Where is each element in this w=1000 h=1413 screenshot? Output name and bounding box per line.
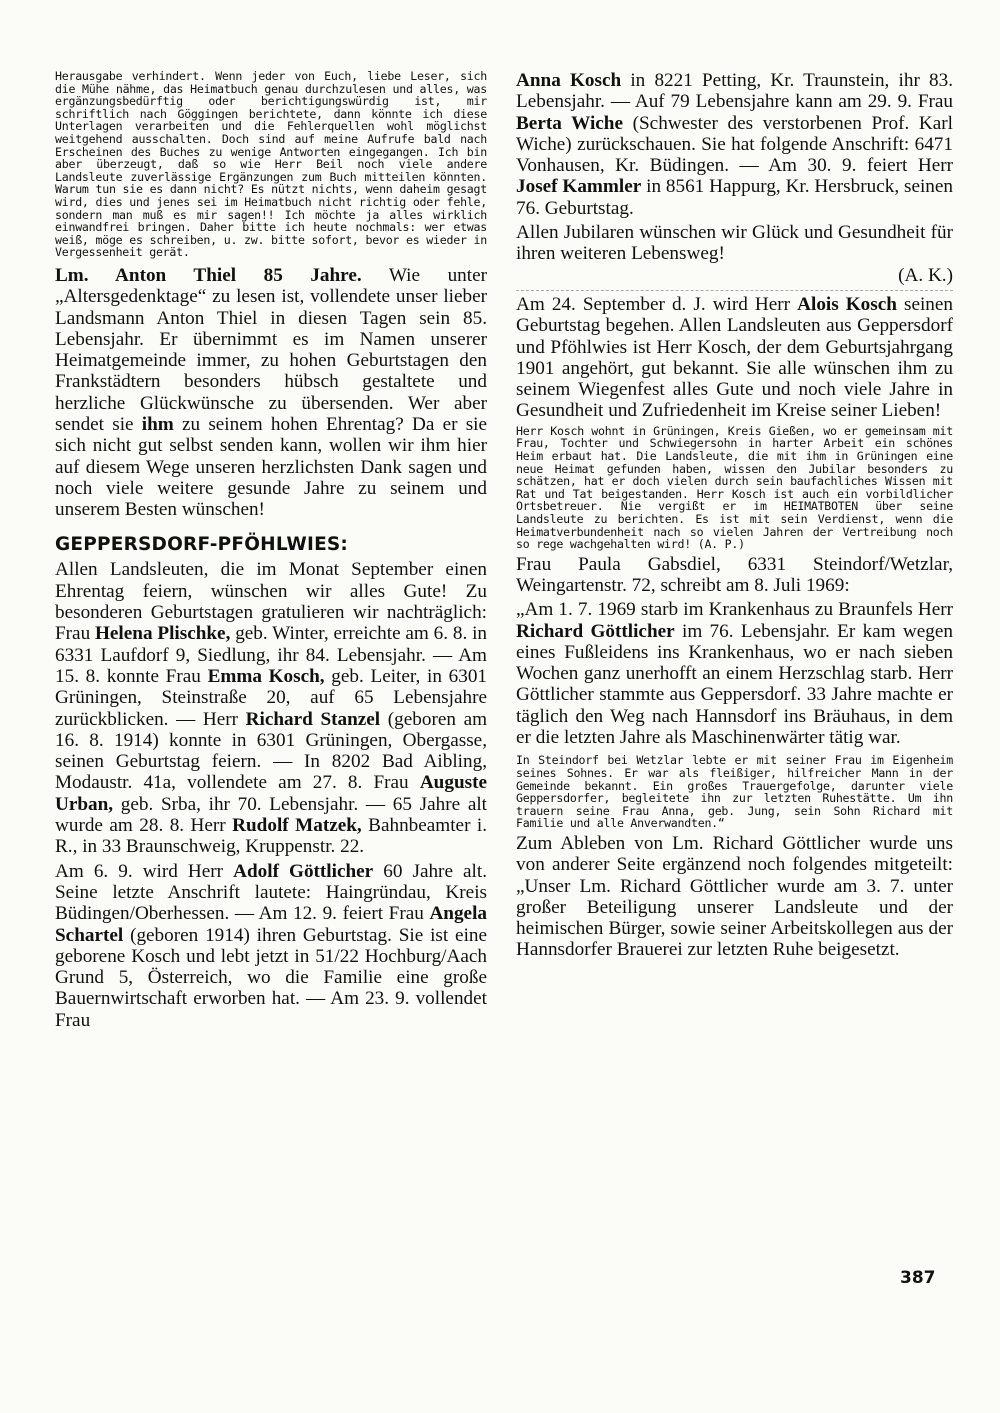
page-number: 387 [900, 1268, 936, 1288]
jubilee-wishes-paragraph: Allen Jubilaren wünschen wir Glück und Gesundheit für ihren weiteren Lebensweg! [516, 222, 953, 265]
signature-ak: (A. K.) [898, 264, 953, 286]
section-heading-geppersdorf: GEPPERSDORF-PFÖHLWIES: [55, 534, 349, 556]
upcoming-birthdays-paragraph: Am 6. 9. wird Herr Adolf Göttlicher 60 Jahre alt. Seine letzte Anschrift lautete: Haingründau, Kreis Büdingen/Oberhessen. — Am 12. 9. feiert Frau Angela Schartel (geboren 1914) ihren Geburtstag. Sie ist eine geborene Kosch und lebt jetzt in 51/22 Hochburg/Aach Grund 5, Österreich, wo die Familie eine große Bauernwirtschaft erworben hat. — Am 23. 9. vollendet Frau [55, 860, 488, 1031]
anton-thiel-paragraph: Lm. Anton Thiel 85 Jahre. Wie unter „Altersgedenktage“ zu lesen ist, vollendete unser lieber Landsmann Anton Thiel in diesen Tagen sein 85. Lebensjahr. Er übernimmt es im Namen unserer Heimatgemeinde immer, zu hohen Geburtstagen den Frankstädtern besonders hübsch gestaltete und herzliche Glückwünsche zu übersenden. Wer aber sendet sie ihm zu seinem hohen Ehrentag? Da er sie sich nicht gut selbst senden kann, wollen wir ihm hier auf diesem Wege unseren herzlichsten Dank sagen und noch viele weitere gesunde Jahre zu seinem und unserem Besten wünschen! [55, 264, 488, 521]
obituary-note: In Steindorf bei Wetzlar lebte er mit seiner Frau im Eigenheim seines Sohnes. Er war als fleißiger, hilfreicher Mann in der Gemeinde bekannt. Ein großes Trauergefolge, darunter viele Geppersdorfer, begleitete ihn zur letzten Ruhestätte. Um ihn trauern seine Frau Anna, geb. Jung, sein Sohn Richard mit Familie und alle Anverwandten.“ [516, 753, 953, 831]
left-column [55, 70, 487, 1031]
birthdays-continued-paragraph: Anna Kosch in 8221 Petting, Kr. Traunstein, ihr 83. Lebensjahr. — Auf 79 Lebensjahre kann am 29. 9. Frau Berta Wiche (Schwester des verstorbenen Prof. Karl Wiche) zurückschauen. Sie hat folgende Anschrift: 6471 Vonhausen, Kr. Büdingen. — Am 30. 9. feiert Herr Josef Kammler in 8561 Happurg, Kr. Hersbruck, seinen 76. Geburtstag. [516, 70, 954, 219]
letter-intro-paragraph: Frau Paula Gabsdiel, 6331 Steindorf/Wetzlar, Weingartenstr. 72, schreibt am 8. Juli 1969: [516, 553, 953, 596]
right-column [516, 70, 953, 961]
heimatbuch-appeal-paragraph: Herausgabe verhindert. Wenn jeder von Euch, liebe Leser, sich die Mühe nähme, das Heimatbuch genau durchzulesen und alles, was ergänzungsbedürftig oder berichtigungswürdig ist, mir schriftlich nach Göggingen berichtete, dann könnte ich diese Unterlagen verarbeiten und die Fehlerquellen wohl möglichst weitgehend ausschalten. Doch sind auf meine Aufrufe bald nach Erscheinen des Buches zu wenige Antworten eingegangen. Ich bin aber überzeugt, daß so wie Herr Beil noch viele andere Landsleute zuverlässige Ergänzungen zum Buch mitteilen könnten. Warum tun sie es dann nicht? Es nützt nichts, wenn daheim gesagt wird, dies und jenes sei im Heimatbuch nicht richtig oder fehle, sondern man muß es mir sagen!! Ich möchte ja alles wirklich einwandfrei bringen. Daher bitte ich heute nochmals: wer etwas weiß, möge es schreiben, u. zw. bitte sofort, bevor es wieder in Vergessenheit gerät. [55, 69, 487, 260]
obituary-paragraph: „Am 1. 7. 1969 starb im Krankenhaus zu Braunfels Herr Richard Göttlicher im 76. Lebensjahr. Er kam wegen eines Fußleidens ins Krankenhaus, wo er nach sieben Wochen ganz unerhofft an einem Herzschlag starb. Herr Göttlicher stammte aus Geppersdorf. 33 Jahre machte er täglich den Weg nach Hannsdorf ins Bräuhaus, in dem er die letzten Jahre als Maschinenwärter tätig war. [516, 599, 954, 749]
divider [516, 290, 953, 291]
anton-thiel-title: Lm. Anton Thiel 85 Jahre. [55, 264, 362, 286]
alois-kosch-note: Herr Kosch wohnt in Grüningen, Kreis Gießen, wo er gemeinsam mit Frau, Tochter und Schwiegersohn in harter Arbeit ein schönes Heim erbaut hat. Die Landsleute, die mit ihm in Grüningen eine neue Heimat gefunden haben, wissen den Jubilar besonders zu schätzen, hat er doch vielen durch sein baufachliches Wissen mit Rat und Tat beigestanden. Herr Kosch ist auch ein vorbildlicher Ortsbetreuer. Nie vergißt er im HEIMATBOTEN über seine Landsleute zu berichten. Es ist mit sein Verdienst, wenn die Heimatverbundenheit nach so vielen Jahren der Vertreibung noch so rege wachgehalten wird! (A. P.) [516, 423, 953, 552]
september-birthdays-paragraph: Allen Landsleuten, die im Monat September einen Ehrentag feiern, wünschen wir alles Gute! Zu besonderen Geburtstagen gratulieren wir nachträglich: Frau Helena Plischke, geb. Winter, erreichte am 6. 8. in 6331 Laufdorf 9, Siedlung, ihr 84. Lebensjahr. — Am 15. 8. konnte Frau Emma Kosch, geb. Leiter, in 6301 Grüningen, Steinstraße 20, auf 65 Lebensjahre zurückblicken. — Herr Richard Stanzel (geboren am 16. 8. 1914) konnte in 6301 Grüningen, Obergasse, seinen Geburtstag feiern. — In 8202 Bad Aibling, Modaustr. 41a, vollendete am 27. 8. Frau Auguste Urban, geb. Srba, ihr 70. Lebensjahr. — 65 Jahre alt wurde am 28. 8. Herr Rudolf Matzek, Bahnbeamter i. R., in 33 Braunschweig, Kruppenstr. 22. [55, 559, 488, 858]
alois-kosch-paragraph: Am 24. September d. J. wird Herr Alois Kosch seinen Geburtstag begehen. Allen Landsleuten aus Geppersdorf und Pföhlwies ist Herr Kosch, der dem Geburtsjahrgang 1901 angehört, gut bekannt. Sie alle wünschen ihm zu seinem Wiegenfest alles Gute und noch viele Jahre in Gesundheit und Zufriedenheit im Kreise seiner Lieben! [516, 293, 954, 422]
funeral-paragraph: Zum Ableben von Lm. Richard Göttlicher wurde uns von anderer Seite ergänzend noch folgendes mitgeteilt: „Unser Lm. Richard Göttlicher wurde am 3. 7. unter großer Beteiligung unserer Landsleute und der heimischen Bürger, sowie seiner Arbeitskollegen aus der Hannsdorfer Brauerei zur letzten Ruhe beigesetzt. [516, 832, 953, 961]
